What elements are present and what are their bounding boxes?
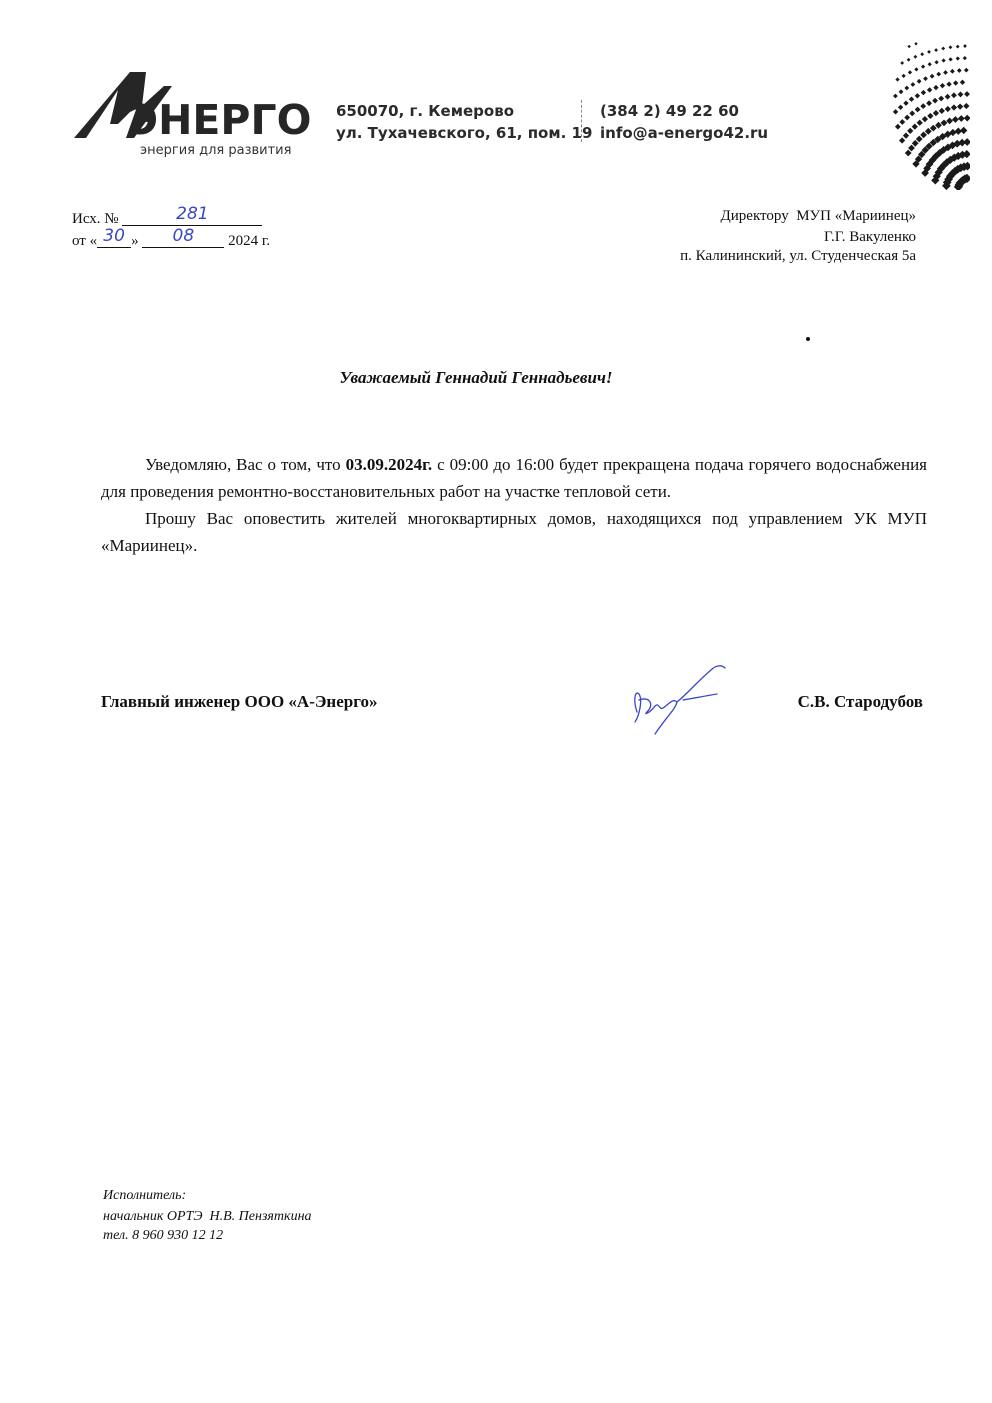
signer-position: Главный инженер ООО «А-Энерго» [101, 692, 378, 711]
outgoing-date-line [72, 226, 271, 250]
pattern-dot [934, 48, 938, 52]
pattern-dot [928, 62, 932, 66]
pattern-dot [893, 109, 898, 114]
pattern-dot [900, 61, 904, 65]
addressee-line1: Директору МУП «Мариинец» [720, 208, 916, 224]
pattern-dot [893, 94, 898, 99]
addressee-line2: Г.Г. Вакуленко [824, 229, 916, 245]
pattern-dot [914, 42, 917, 45]
pattern-dot [958, 115, 965, 122]
pattern-dot [963, 56, 967, 60]
pattern-dot [960, 127, 967, 134]
pattern-dot [912, 123, 918, 129]
date-day: 30 [103, 226, 125, 246]
outgoing-number-line [72, 204, 262, 228]
body-paragraph-2: Прошу Вас оповестить жителей многоквартирных домов, находящихся под управлением УК МУП «Мариинец». [101, 509, 927, 555]
pattern-dot [912, 140, 919, 147]
logo-wordmark: ЭНЕРГО [128, 96, 312, 144]
pattern-dot [910, 82, 915, 87]
pattern-dot [920, 132, 927, 139]
pattern-dot [917, 79, 922, 84]
pattern-dot [927, 50, 931, 54]
outgoing-label: Исх. № [72, 211, 119, 227]
pattern-dot [932, 98, 938, 104]
pattern-dot [939, 108, 945, 114]
outgoing-number-field [122, 204, 262, 226]
pattern-dot [908, 70, 912, 74]
pattern-dot [921, 90, 926, 95]
pattern-dot [909, 110, 915, 116]
pattern-dot [902, 74, 906, 78]
pattern-dot [898, 105, 903, 110]
pattern-dot [933, 85, 938, 90]
pattern-dot [922, 116, 928, 122]
pattern-dot [913, 55, 917, 59]
day-field [97, 226, 131, 248]
pattern-dot [907, 45, 910, 48]
pattern-dot [936, 72, 941, 77]
salutation: Уважаемый Геннадий Геннадьевич! [339, 368, 613, 387]
p1-date: 03.09.2024г. [345, 455, 433, 474]
pattern-dot [956, 56, 960, 60]
pattern-dot [907, 58, 911, 62]
pattern-dot [964, 91, 970, 97]
pattern-dot [914, 67, 918, 71]
pattern-dot [940, 83, 945, 88]
company-email: info@a-energo42.ru [600, 124, 769, 142]
company-address-line1: 650070, г. Кемерово [336, 102, 515, 120]
pattern-dot [923, 76, 928, 81]
pattern-dot [945, 106, 951, 112]
pattern-dot [945, 94, 951, 100]
pattern-dot [938, 96, 944, 102]
pattern-dot [903, 100, 908, 105]
pattern-dot [951, 92, 957, 98]
pattern-dot [921, 65, 925, 69]
date-month: 08 [172, 226, 195, 246]
pattern-dot [952, 116, 959, 123]
month-field [142, 226, 224, 248]
pattern-dot [960, 80, 965, 85]
decorative-pattern [780, 40, 970, 190]
pattern-dot [903, 132, 909, 138]
pattern-dot [925, 128, 932, 135]
letter-body [101, 451, 927, 559]
pattern-dot [908, 145, 915, 152]
company-phone: (384 2) 49 22 60 [600, 102, 739, 120]
pattern-dot [899, 89, 904, 94]
pattern-dot [917, 120, 923, 126]
pattern-dot [920, 52, 924, 56]
pattern-dot [956, 45, 960, 49]
pattern-dot [927, 87, 932, 92]
p1-before: Уведомляю, Вас о том, что [145, 455, 346, 474]
pattern-dot [915, 107, 921, 113]
pattern-dot [927, 113, 933, 119]
pattern-dot [958, 92, 964, 98]
addressee-line3: п. Калининский, ул. Студенческая 5а [680, 248, 916, 264]
pattern-dot [948, 57, 952, 61]
pattern-dot [957, 103, 963, 109]
year-suffix: 2024 г. [228, 233, 271, 249]
body-paragraph-1 [101, 451, 927, 505]
signer-name: С.В. Стародубов [797, 692, 923, 711]
pattern-dot [895, 124, 901, 130]
pattern-dot [930, 74, 935, 79]
pattern-dot [899, 119, 905, 125]
pattern-dot [949, 45, 953, 49]
pattern-dot [904, 115, 910, 121]
logo-tagline: энергия для развития [140, 143, 292, 158]
pattern-dot [895, 77, 899, 81]
pattern-dot [963, 103, 969, 109]
pattern-dot [941, 58, 945, 62]
pattern-dot [953, 80, 958, 85]
pattern-dot [899, 137, 905, 143]
day-suffix: » [131, 233, 139, 249]
pattern-dot [920, 103, 926, 109]
company-address-line2: ул. Тухачевского, 61, пом. 19 [336, 124, 593, 142]
pattern-dot [946, 118, 953, 125]
pattern-dot [950, 69, 955, 74]
executor-person: начальник ОРТЭ Н.В. Пензяткина [103, 1209, 312, 1224]
pattern-dot [926, 100, 932, 106]
pattern-dot [905, 150, 912, 157]
handwritten-signature [625, 660, 735, 740]
pattern-dot [957, 68, 962, 73]
date-prefix: от « [72, 233, 98, 249]
pattern-dot [943, 70, 948, 75]
pattern-dot [934, 60, 938, 64]
p1-after: с 09:00 до 16:00 будет прекращена подача горячего водоснабжения для проведения ремонтно-восстановительных работ на участке тепловой сети. [101, 455, 927, 501]
pattern-dot [964, 115, 970, 122]
pattern-dot [915, 93, 920, 98]
pattern-dot [904, 86, 909, 91]
pattern-dot [963, 44, 967, 48]
pattern-dot [941, 47, 945, 51]
pattern-dot [933, 110, 939, 116]
pattern-dot [963, 138, 970, 146]
pattern-dot [964, 68, 969, 73]
executor-label: Исполнитель: [103, 1188, 187, 1203]
executor-phone: тел. 8 960 930 12 12 [103, 1228, 224, 1243]
header-divider [581, 100, 582, 142]
pattern-dot [951, 104, 957, 110]
outgoing-number: 281 [176, 204, 209, 224]
pattern-dot [946, 81, 951, 86]
scan-dot [806, 337, 810, 341]
pattern-dot [909, 97, 914, 102]
pattern-dot [916, 136, 923, 143]
pattern-dot [907, 128, 913, 134]
